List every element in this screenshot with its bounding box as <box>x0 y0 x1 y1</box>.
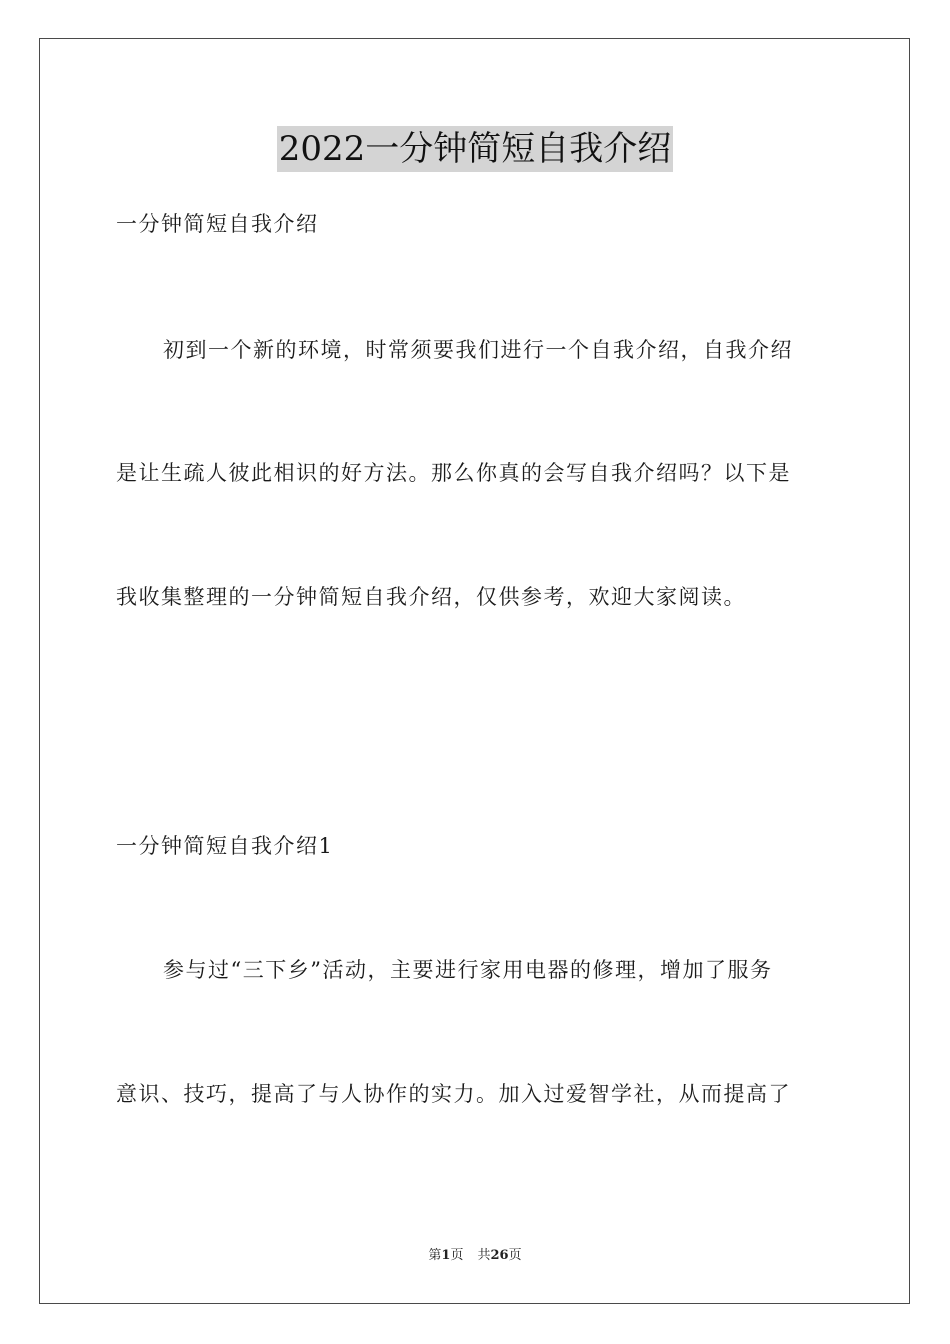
page-suffix: 页 <box>450 1248 464 1263</box>
total-prefix: 共 <box>477 1248 491 1263</box>
total-suffix: 页 <box>508 1248 522 1263</box>
document-title: 2022一分钟简短自我介绍 <box>277 126 674 172</box>
section1-line-1: 参与过“三下乡”活动，主要进行家用电器的修理，增加了服务 <box>163 958 773 982</box>
intro-line-3: 我收集整理的一分钟简短自我介绍，仅供参考，欢迎大家阅读。 <box>116 585 746 609</box>
page-footer <box>0 1247 950 1265</box>
page-prefix: 第 <box>428 1248 442 1263</box>
intro-line-2: 是让生疏人彼此相识的好方法。那么你真的会写自我介绍吗？以下是 <box>116 461 791 485</box>
current-page-number: 1 <box>441 1248 451 1263</box>
document-subtitle: 一分钟简短自我介绍 <box>116 212 319 236</box>
section-heading-1: 一分钟简短自我介绍1 <box>116 834 334 858</box>
intro-line-1: 初到一个新的环境，时常须要我们进行一个自我介绍，自我介绍 <box>163 338 793 362</box>
title-container <box>0 126 950 172</box>
section1-line-2: 意识、技巧，提高了与人协作的实力。加入过爱智学社，从而提高了 <box>116 1082 791 1106</box>
total-page-count: 26 <box>490 1248 509 1263</box>
